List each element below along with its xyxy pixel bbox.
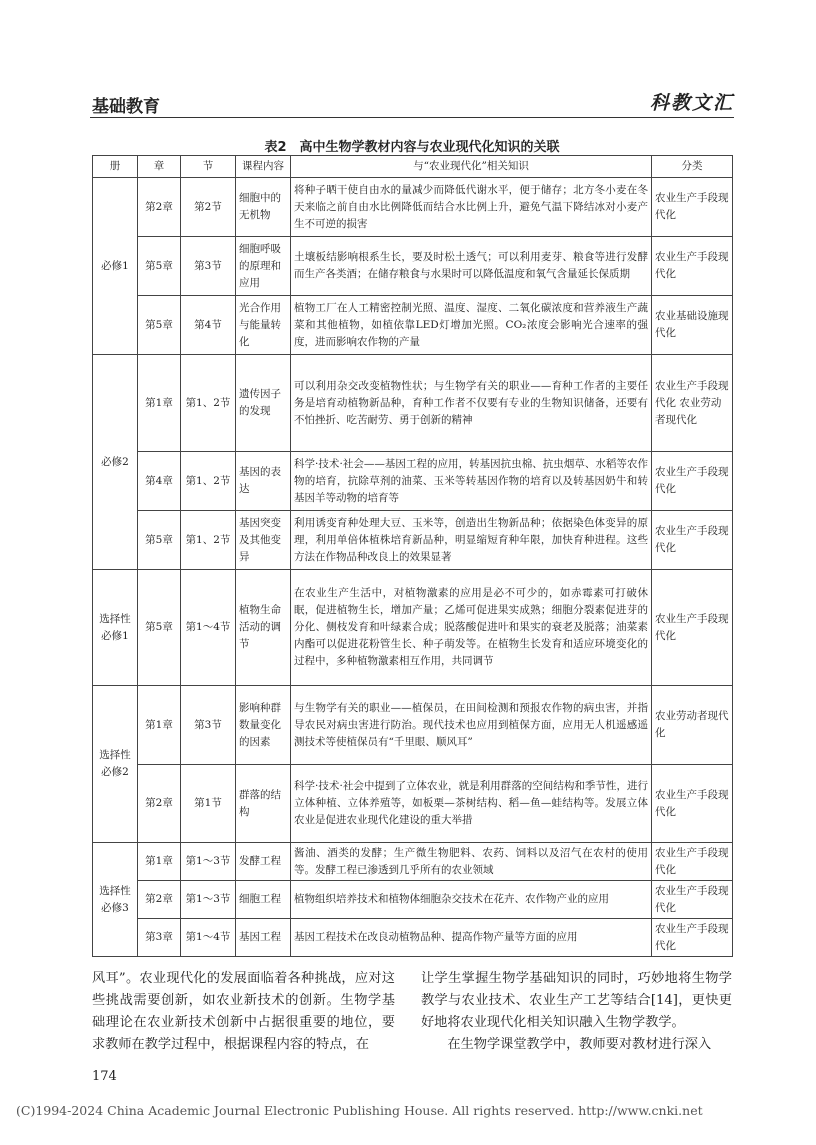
header-rule <box>90 117 734 118</box>
cell-section: 第1、2节 <box>181 452 236 511</box>
cell-knowledge: 可以利用杂交改变植物性状；与生物学有关的职业——育种工作者的主要任务是培育动植物新品种，育种工作者不仅要有专业的生物知识储备，还要有不怕挫折、吃苦耐劳、勇于创新的精神 <box>291 355 652 452</box>
table-row <box>93 686 733 765</box>
cell-section: 第3节 <box>181 237 236 296</box>
header-content: 课程内容 <box>236 156 291 178</box>
journal-logo-text: 科教文汇 <box>650 92 735 114</box>
table-row <box>93 843 733 881</box>
table-row <box>93 765 733 843</box>
cell-book: 选择性必修1 <box>93 570 138 686</box>
cell-knowledge: 利用诱变育种处理大豆、玉米等，创造出生物新品种；依据染色体变异的原理，利用单倍体植株培育新品种，明显缩短育种年限，加快育种进程。这些方法在作物品种改良上的效果显著 <box>291 511 652 570</box>
copyright-footer: (C)1994-2024 China Academic Journal Electronic Publishing House. All rights reserved. http://www.cnki.net <box>16 1103 703 1118</box>
cell-section: 第1、2节 <box>181 355 236 452</box>
cell-content: 遗传因子的发现 <box>236 355 291 452</box>
table-header-row <box>93 156 733 178</box>
cell-knowledge: 科学·技术·社会——基因工程的应用，转基因抗虫棉、抗虫烟草、水稻等农作物的培育，抗除草剂的油菜、玉米等转基因作物的培育以及转基因奶牛和转基因羊等动物的培育等 <box>291 452 652 511</box>
cell-knowledge: 酱油、酒类的发酵；生产微生物肥料、农药、饲料以及沼气在农村的使用等。发酵工程已渗透到几乎所有的农业领域 <box>291 843 652 881</box>
cell-knowledge: 土壤板结影响根系生长，要及时松土透气；可以利用麦芽、粮食等进行发酵而生产各类酒；在储存粮食与水果时可以降低温度和氧气含量延长保质期 <box>291 237 652 296</box>
table-row <box>93 881 733 919</box>
cell-category: 农业生产手段现代化 <box>652 237 733 296</box>
cell-content: 基因的表达 <box>236 452 291 511</box>
table-row <box>93 919 733 957</box>
cell-category: 农业生产手段现代化 <box>652 843 733 881</box>
cell-content: 影响种群数量变化的因素 <box>236 686 291 765</box>
cell-section: 第1～4节 <box>181 570 236 686</box>
cell-section: 第4节 <box>181 296 236 355</box>
cell-chapter: 第4章 <box>138 452 181 511</box>
cell-chapter: 第2章 <box>138 178 181 237</box>
cell-category: 农业劳动者现代化 <box>652 686 733 765</box>
header-chapter: 章 <box>138 156 181 178</box>
cell-category: 农业生产手段现代化 <box>652 178 733 237</box>
cell-content: 发酵工程 <box>236 843 291 881</box>
table-row <box>93 452 733 511</box>
body-paragraph: 让学生掌握生物学基础知识的同时，巧妙地将生物学教学与农业技术、农业生产工艺等结合[14]，更快更好地将农业现代化相关知识融入生物学教学。 <box>421 971 732 1030</box>
cell-category: 农业生产手段现代化 农业劳动者现代化 <box>652 355 733 452</box>
cell-category: 农业生产手段现代化 <box>652 570 733 686</box>
table-row <box>93 237 733 296</box>
cell-category: 农业生产手段现代化 <box>652 452 733 511</box>
correlation-table <box>92 155 733 957</box>
cell-content: 基因突变及其他变异 <box>236 511 291 570</box>
cell-book: 必修1 <box>93 178 138 355</box>
cell-section: 第2节 <box>181 178 236 237</box>
cell-chapter: 第2章 <box>138 881 181 919</box>
cell-knowledge: 将种子晒干使自由水的量减少而降低代谢水平，便于储存；北方冬小麦在冬天来临之前自由水比例降低而结合水比例上升，避免气温下降结冰对小麦产生不可逆的损害 <box>291 178 652 237</box>
header-book: 册 <box>93 156 138 178</box>
cell-section: 第1～3节 <box>181 843 236 881</box>
cell-chapter: 第5章 <box>138 570 181 686</box>
cell-section: 第1～3节 <box>181 881 236 919</box>
cell-chapter: 第2章 <box>138 765 181 843</box>
cell-chapter: 第1章 <box>138 686 181 765</box>
cell-knowledge: 在农业生产生活中，对植物激素的应用是必不可少的，如赤霉素可打破休眠，促进植物生长，增加产量；乙烯可促进果实成熟；细胞分裂素促进芽的分化、侧枝发育和叶绿素合成；脱落酸促进叶和果实的衰老及脱落；油菜素内酯可以促进花粉管生长、种子萌发等。在植物生长发育和适应环境变化的过程中，多种植物激素相互作用，共同调节 <box>291 570 652 686</box>
cell-section: 第1～4节 <box>181 919 236 957</box>
table-row <box>93 178 733 237</box>
header-category: 分类 <box>652 156 733 178</box>
cell-section: 第3节 <box>181 686 236 765</box>
header-knowledge: 与“农业现代化”相关知识 <box>291 156 652 178</box>
cell-book: 选择性必修3 <box>93 843 138 957</box>
table-title: 表2 高中生物学教材内容与农业现代化知识的关联 <box>264 140 560 155</box>
body-left-column: 风耳”。农业现代化的发展面临着各种挑战，应对这些挑战需要创新，如农业新技术的创新。生物学基础理论在农业新技术创新中占据很重要的地位，要求教师在教学过程中，根据课程内容的特点，在 <box>92 971 395 1052</box>
cell-category: 农业基础设施现代化 <box>652 296 733 355</box>
cell-content: 基因工程 <box>236 919 291 957</box>
cell-chapter: 第5章 <box>138 237 181 296</box>
cell-category: 农业生产手段现代化 <box>652 881 733 919</box>
cell-content: 植物生命活动的调节 <box>236 570 291 686</box>
cell-category: 农业生产手段现代化 <box>652 511 733 570</box>
cell-category: 农业生产手段现代化 <box>652 919 733 957</box>
table-row <box>93 570 733 686</box>
header-section: 节 <box>181 156 236 178</box>
cell-book: 必修2 <box>93 355 138 570</box>
table-row <box>93 511 733 570</box>
cell-knowledge: 植物工厂在人工精密控制光照、温度、湿度、二氧化碳浓度和营养液生产蔬菜和其他植物，如植依靠LED灯增加光照。CO₂浓度会影响光合速率的强度，进而影响农作物的产量 <box>291 296 652 355</box>
table-row <box>93 355 733 452</box>
cell-chapter: 第1章 <box>138 355 181 452</box>
cell-book: 选择性必修2 <box>93 686 138 843</box>
cell-knowledge: 基因工程技术在改良动植物品种、提高作物产量等方面的应用 <box>291 919 652 957</box>
cell-category: 农业生产手段现代化 <box>652 765 733 843</box>
cell-knowledge: 植物组织培养技术和植物体细胞杂交技术在花卉、农作物产业的应用 <box>291 881 652 919</box>
cell-content: 光合作用与能量转化 <box>236 296 291 355</box>
cell-chapter: 第5章 <box>138 511 181 570</box>
page-number: 174 <box>92 1069 117 1084</box>
section-label: 基础教育 <box>92 97 160 117</box>
table-row <box>93 296 733 355</box>
cell-knowledge: 科学·技术·社会中提到了立体农业，就是利用群落的空间结构和季节性，进行立体种植、立体养殖等，如板栗—茶树结构、稻—鱼—蛙结构等。发展立体农业是促进农业现代化建设的重大举措 <box>291 765 652 843</box>
cell-chapter: 第1章 <box>138 843 181 881</box>
body-paragraph: 在生物学课堂教学中，教师要对教材进行深入 <box>447 1037 712 1052</box>
cell-content: 细胞工程 <box>236 881 291 919</box>
cell-knowledge: 与生物学有关的职业——植保员，在田间检测和预报农作物的病虫害，并指导农民对病虫害进行防治。现代技术也应用到植保方面，应用无人机遥感遥测技术等使植保员有“千里眼、顺风耳” <box>291 686 652 765</box>
cell-section: 第1、2节 <box>181 511 236 570</box>
cell-section: 第1节 <box>181 765 236 843</box>
body-right-column <box>421 968 732 1056</box>
cell-chapter: 第5章 <box>138 296 181 355</box>
cell-chapter: 第3章 <box>138 919 181 957</box>
cell-content: 细胞呼吸的原理和应用 <box>236 237 291 296</box>
cell-content: 群落的结构 <box>236 765 291 843</box>
cell-content: 细胞中的无机物 <box>236 178 291 237</box>
